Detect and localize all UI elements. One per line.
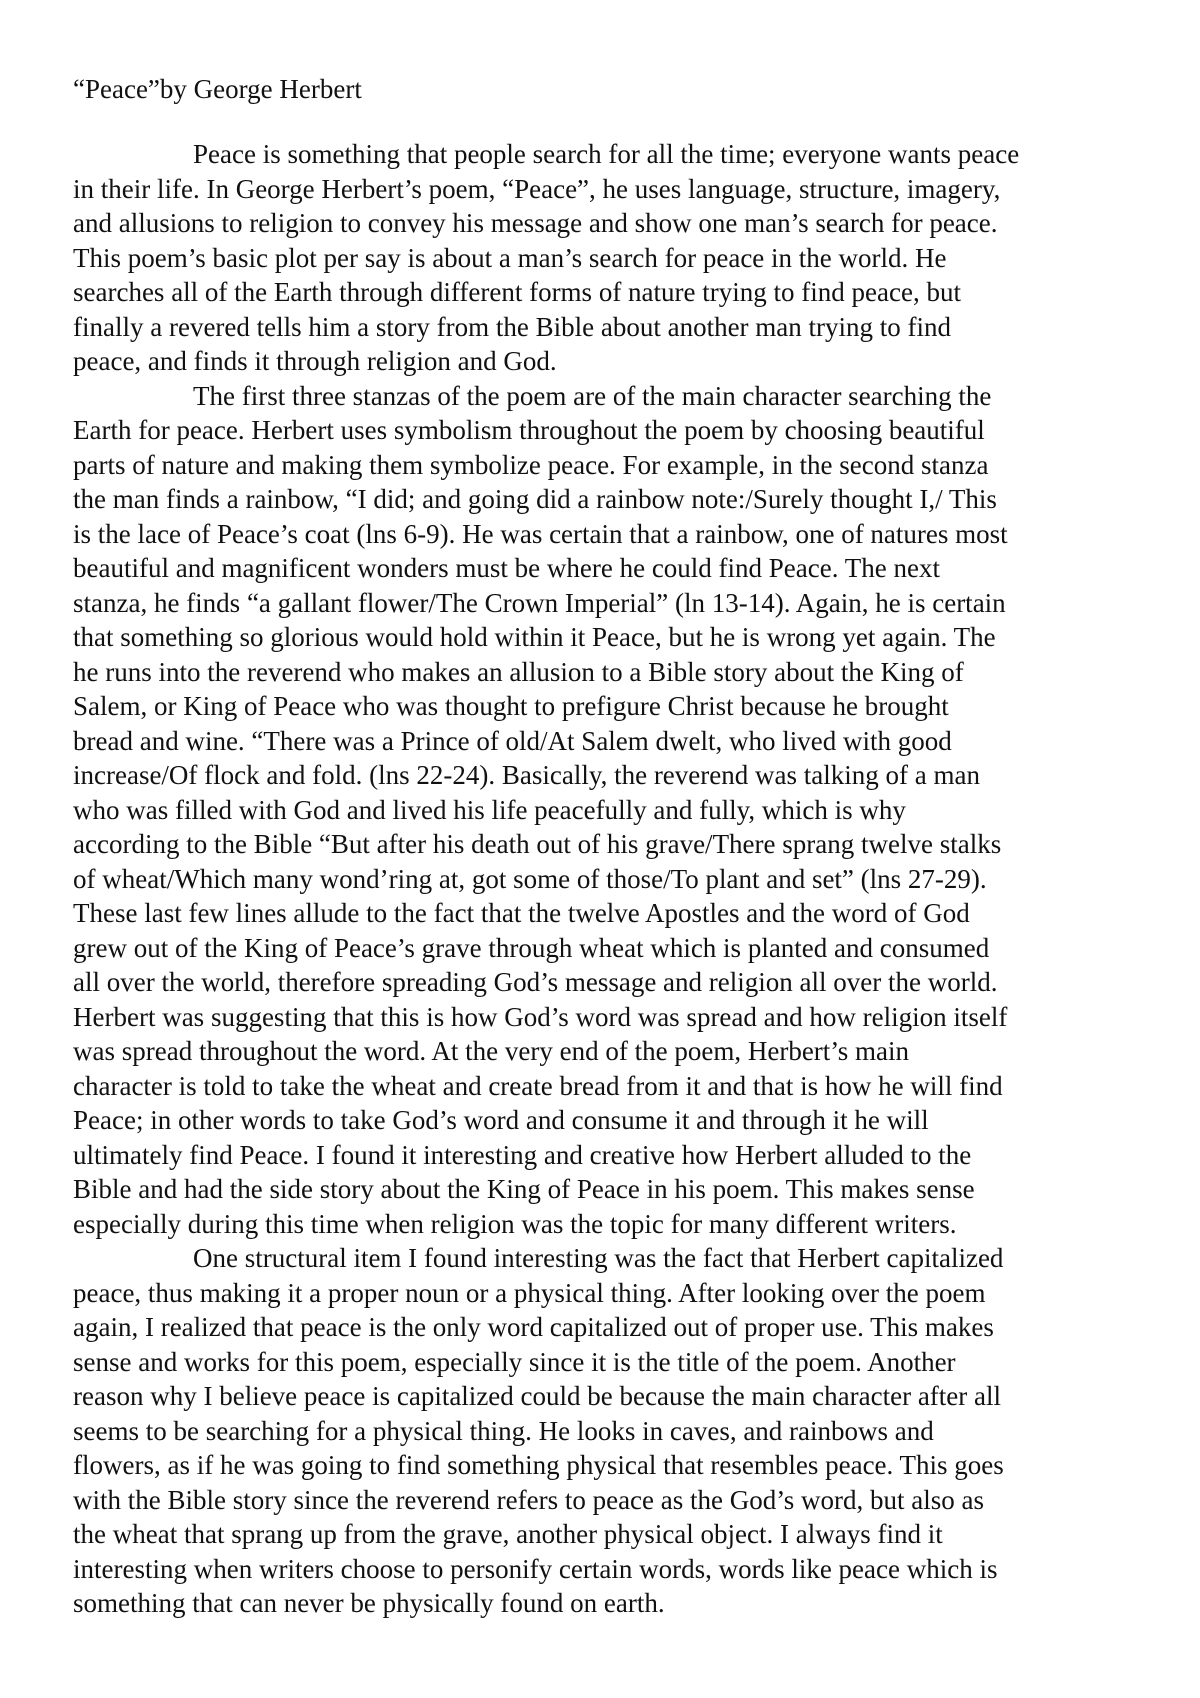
text-line: The first three stanzas of the poem are of the main character searching the bbox=[193, 380, 992, 411]
text-line: Peace is something that people search for all the time; everyone wants peace bbox=[193, 139, 1020, 169]
text-line: is the lace of Peace’s coat (lns 6-9). He was certain that a rainbow, one of natures most bbox=[73, 518, 1008, 549]
text-line: the wheat that sprang up from the grave, another physical object. I always find it bbox=[73, 1519, 943, 1549]
text-line: increase/Of flock and fold. (lns 22-24). Basically, the reverend was talking of a man bbox=[73, 760, 980, 790]
text-line: One structural item I found interesting was the fact that Herbert capitalized bbox=[193, 1243, 1004, 1273]
text-line: who was filled with God and lived his life peacefully and fully, which is why bbox=[73, 794, 906, 825]
text-line: stanza, he finds “a gallant flower/The Crown Imperial” (ln 13-14). Again, he is certain bbox=[73, 587, 1006, 618]
text-line: Bible and had the side story about the King of Peace in his poem. This makes sense bbox=[73, 1174, 975, 1204]
text-line: bread and wine. “There was a Prince of old/At Salem dwelt, who lived with good bbox=[73, 725, 952, 756]
text-line: Salem, or King of Peace who was thought to prefigure Christ because he brought bbox=[73, 691, 949, 721]
text-line: searches all of the Earth through different forms of nature trying to find peace, but bbox=[73, 277, 961, 307]
text-line: and allusions to religion to convey his message and show one man’s search for peace. bbox=[73, 208, 998, 238]
text-line: This poem’s basic plot per say is about a man’s search for peace in the world. He bbox=[73, 242, 947, 273]
paragraph-1 bbox=[73, 137, 1153, 379]
text-line: with the Bible story since the reverend refers to peace as the God’s word, but also as bbox=[73, 1484, 984, 1515]
text-line: grew out of the King of Peace’s grave through wheat which is planted and consumed bbox=[73, 932, 990, 963]
text-line: seems to be searching for a physical thing. He looks in caves, and rainbows and bbox=[73, 1415, 934, 1446]
text-line: ultimately find Peace. I found it interesting and creative how Herbert alluded to the bbox=[73, 1139, 972, 1170]
text-line: Peace; in other words to take God’s word and consume it and through it he will bbox=[73, 1105, 929, 1135]
text-line: of wheat/Which many wond’ring at, got some of those/To plant and set” (lns 27-29). bbox=[73, 863, 987, 894]
text-line: according to the Bible “But after his death out of his grave/There sprang twelve stalks bbox=[73, 829, 1002, 859]
text-line: in their life. In George Herbert’s poem, “Peace”, he uses language, structure, imagery, bbox=[73, 173, 1001, 204]
paragraph-3 bbox=[73, 1241, 1153, 1621]
text-line: was spread throughout the word. At the very end of the poem, Herbert’s main bbox=[73, 1036, 910, 1066]
text-line: flowers, as if he was going to find something physical that resembles peace. This goes bbox=[73, 1450, 1004, 1480]
text-line: something that can never be physically found on earth. bbox=[73, 1588, 665, 1618]
paragraph-2 bbox=[73, 379, 1153, 1242]
text-line: that something so glorious would hold within it Peace, but he is wrong yet again. The bbox=[73, 622, 996, 652]
text-line: the man finds a rainbow, “I did; and going did a rainbow note:/Surely thought I,/ This bbox=[73, 484, 997, 514]
text-line: Earth for peace. Herbert uses symbolism throughout the poem by choosing beautiful bbox=[73, 415, 985, 445]
text-line: he runs into the reverend who makes an allusion to a Bible story about the King of bbox=[73, 656, 964, 687]
text-line: all over the world, therefore spreading God’s message and religion all over the world. bbox=[73, 967, 998, 997]
document-title: “Peace”by George Herbert bbox=[73, 74, 362, 104]
text-line: sense and works for this poem, especially since it is the title of the poem. Another bbox=[73, 1346, 956, 1377]
text-line: beautiful and magnificent wonders must be where he could find Peace. The next bbox=[73, 553, 940, 583]
text-line: peace, thus making it a proper noun or a physical thing. After looking over the poem bbox=[73, 1277, 986, 1308]
text-line: parts of nature and making them symbolize peace. For example, in the second stanza bbox=[73, 449, 989, 480]
text-line: again, I realized that peace is the only word capitalized out of proper use. This makes bbox=[73, 1312, 994, 1342]
text-line: reason why I believe peace is capitalized could be because the main character after all bbox=[73, 1381, 1002, 1411]
text-line: Herbert was suggesting that this is how God’s word was spread and how religion itself bbox=[73, 1001, 1008, 1032]
text-line: especially during this time when religion was the topic for many different writers. bbox=[73, 1208, 957, 1239]
text-line: These last few lines allude to the fact that the twelve Apostles and the word of God bbox=[73, 898, 970, 928]
text-line: interesting when writers choose to personify certain words, words like peace which is bbox=[73, 1553, 998, 1584]
text-line: character is told to take the wheat and create bread from it and that is how he will find bbox=[73, 1070, 1003, 1101]
text-line: finally a revered tells him a story from the Bible about another man trying to find bbox=[73, 311, 952, 342]
text-line: peace, and finds it through religion and God. bbox=[73, 346, 557, 376]
document-body bbox=[73, 137, 1153, 1621]
